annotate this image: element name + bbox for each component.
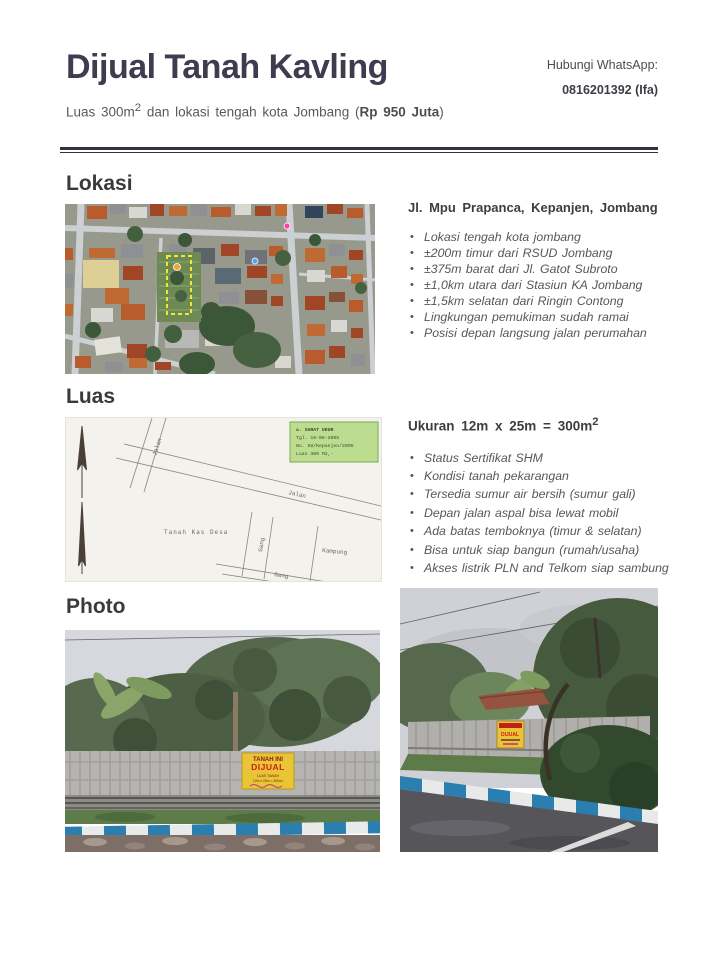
list-item: • ±1,5km selatan dari Ringin Contong <box>424 293 660 309</box>
list-item: • ±200m timur dari RSUD Jombang <box>424 245 660 261</box>
road-label: Jalan <box>287 489 307 501</box>
list-item: • Depan jalan aspal bisa lewat mobil <box>424 504 670 522</box>
satellite-map-image <box>65 204 375 374</box>
sign-line4: 12m x 25m = 300m² <box>252 779 284 783</box>
subtitle-pre: Luas 300m <box>66 104 135 120</box>
cert-area: Luas 300 M2,- <box>296 452 334 457</box>
subtitle-post: ) <box>439 104 444 120</box>
subtitle-mid: dan lokasi tengah kota Jombang ( <box>141 104 360 120</box>
photo-right-graphic <box>400 588 658 852</box>
plot-note-label: Tanah Kas Desa <box>164 529 229 536</box>
sale-sign <box>242 753 294 789</box>
list-item: • Ada batas temboknya (timur & selatan) <box>424 522 670 540</box>
land-sketch-image <box>65 417 382 582</box>
satellite-map-graphic <box>65 204 375 374</box>
section-heading-photo: Photo <box>66 595 126 618</box>
page-title: Dijual Tanah Kavling <box>66 48 388 86</box>
sign-line2: DIJUAL <box>251 762 285 772</box>
sign-line1: TANAH INI <box>253 757 283 763</box>
list-item: • Lingkungan pemukiman sudah ramai <box>424 309 660 325</box>
bottom-alley-label: Gang <box>273 571 290 581</box>
subtitle-sup: 2 <box>134 102 142 114</box>
list-item: • Kondisi tanah pekarangan <box>424 467 670 485</box>
list-item: • Akses listrik PLN and Telkom siap sambung <box>424 559 670 577</box>
cobblestone-road <box>65 835 380 852</box>
list-item: • Lokasi tengah kota jombang <box>424 229 660 245</box>
contact-block <box>470 58 658 97</box>
subtitle-price: Rp 950 Juta <box>359 104 440 120</box>
header-divider <box>60 147 658 153</box>
luas-bullet-list <box>408 449 670 578</box>
section-heading-luas: Luas <box>66 385 116 408</box>
land-sketch-graphic <box>66 418 381 581</box>
photo-left-graphic <box>65 630 380 852</box>
sign-line3: LUAS TANAH <box>256 774 280 778</box>
lokasi-details <box>408 200 660 341</box>
size-pre: Ukuran 12m x 25m = 300m <box>408 418 593 434</box>
alley-label: Gang <box>257 536 267 553</box>
address-heading: Jl. Mpu Prapanca, Kepanjen, Jombang <box>408 200 658 215</box>
list-item: • ±1,0km utara dari Stasiun KA Jombang <box>424 277 660 293</box>
size-sup: 2 <box>592 416 599 428</box>
photo-right <box>400 588 658 852</box>
neighbor-label: Kampung <box>321 547 348 557</box>
photo-left <box>65 630 380 852</box>
subtitle <box>66 102 444 120</box>
sale-sign-small <box>497 721 524 748</box>
cert-number: No. 58/Kepanjen/2005 <box>296 444 354 449</box>
whatsapp-label: Hubungi WhatsApp: <box>546 58 658 72</box>
section-heading-lokasi: Lokasi <box>66 172 133 195</box>
size-heading <box>408 416 670 434</box>
list-item: • Posisi depan langsung jalan perumahan <box>424 325 660 341</box>
side-road-label: Jalan <box>151 437 164 457</box>
cert-date: Tgl. 16-06-2005 <box>296 436 340 441</box>
whatsapp-number: 0816201392 (Ifa) <box>562 83 658 97</box>
list-item: • ±375m barat dari Jl. Gatot Subroto <box>424 261 660 277</box>
certificate-box <box>290 422 378 462</box>
luas-details <box>408 416 670 577</box>
bamboo-fence <box>65 751 380 810</box>
cert-title: a. SURAT UKUR <box>296 428 334 433</box>
list-item: • Bisa untuk siap bangun (rumah/usaha) <box>424 541 670 559</box>
sign-line2-small: DIJUAL <box>500 732 520 738</box>
list-item: • Status Sertifikat SHM <box>424 449 670 467</box>
list-item: • Tersedia sumur air bersih (sumur gali) <box>424 485 670 503</box>
lokasi-bullet-list <box>408 229 660 341</box>
